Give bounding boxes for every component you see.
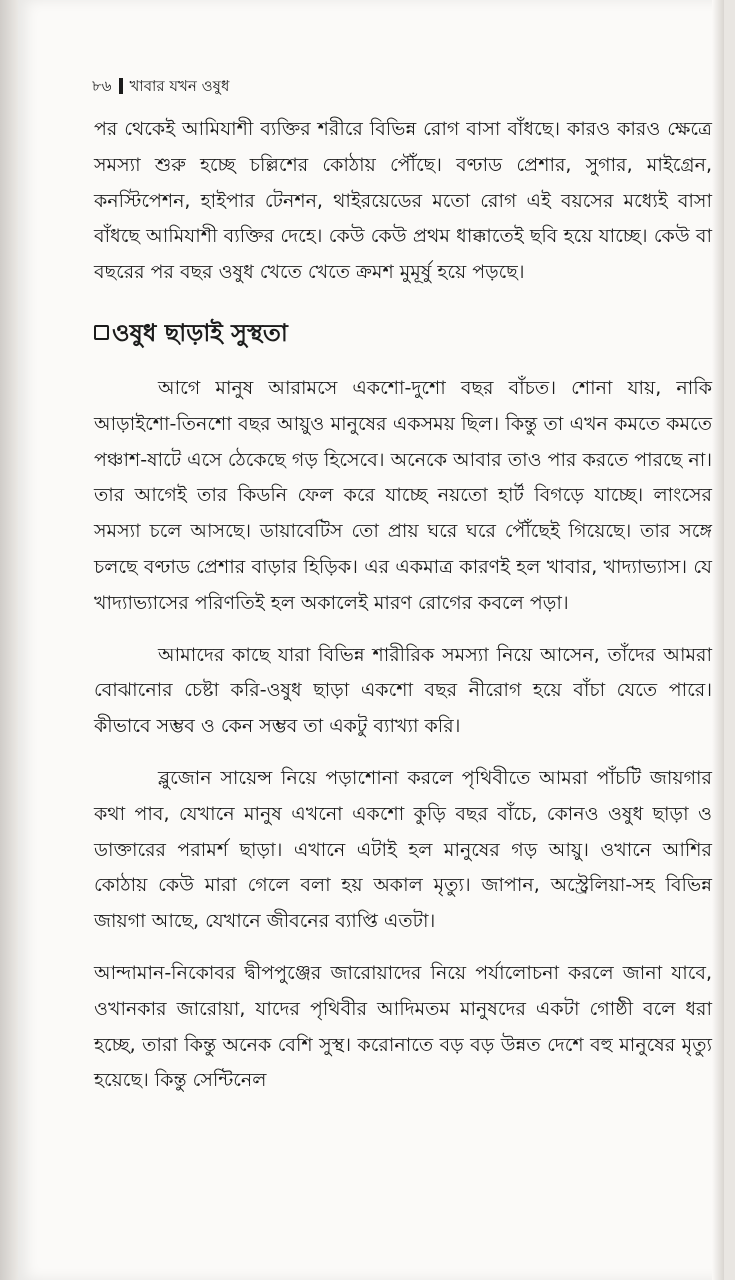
paragraph-continued: পর থেকেই আমিযাশী ব্যক্তির শরীরে বিভিন্ন রোগ বাসা বাঁধছে। কারও কারও ক্ষেত্রে সমস্যা শুরু হচ্ছে চল্লিশের কোঠায় পৌঁছে। বণ্ঢাড প্রেশার, সুগার, মাইগ্রেন, কনস্টিপেশন, হাইপার টেনশন, থাইরয়েডের মতো রোগ এই বয়সের মধ্যেই বাসা বাঁধছে আমিযাশী ব্যক্তির দেহে। কেউ কেউ প্রথম ধাক্কাতেই ছবি হয়ে যাচ্ছে। কেউ বা বছরের পর বছর ওষুধ খেতে খেতে ক্রমশ মুমূর্ষু হয়ে পড়ছে। [94, 118, 712, 284]
paragraph: আগে মানুষ আরামসে একশো-দুশো বছর বাঁচত। শোনা যায়, নাকি আড়াইশো-তিনশো বছর আয়ুও মানুষের একসময় ছিল। কিন্তু তা এখন কমতে কমতে পঞ্চাশ-ষাটে এসে ঠেকেছে গড় হিসেবে। অনেকে আবার তাও পার করতে পারছে না। তার আগেই তার কিডনি ফেল করে যাচ্ছে নয়তো হার্ট বিগড়ে যাচ্ছে। লাংসের সমস্যা চলে আসছে। ডায়াবেটিস তো প্রায় ঘরে ঘরে পৌঁছেই গিয়েছে। তার সঙ্গে চলছে বণ্ঢাড প্রেশার বাড়ার হিড়িক। এর একমাত্র কারণই হল খাবার, খাদ্যাভ্যাস। যে খাদ্যাভ্যাসের পরিণতিই হল অকালেই মারণ রোগের কবলে পড়া। [94, 376, 712, 614]
section-heading-text: ওষুধ ছাড়াই সুস্থতা [112, 318, 288, 347]
page-edge [712, 0, 724, 1280]
page-number: ৮৬ [92, 77, 112, 95]
header-separator [119, 78, 123, 94]
paragraph: আমাদের কাছে যারা বিভিন্ন শারীরিক সমস্যা নিয়ে আসেন, তাঁদের আমরা বোঝানোর চেষ্টা করি-ওষুধ ছাড়া একশো বছর নীরোগ হয়ে বাঁচা যেতে পারে। কীভাবে সম্ভব ও কেন সম্ভব তা একটু ব্যাখ্যা করি। [94, 643, 712, 738]
book-page [18, 0, 724, 1280]
book-binding [0, 0, 18, 1280]
paragraph: ব্লুজোন সায়েন্স নিয়ে পড়াশোনা করলে পৃথিবীতে আমরা পাঁচটি জায়গার কথা পাব, যেখানে মানুষ এখনো একশো কুড়ি বছর বাঁচে, কোনও ওষুধ ছাড়া ও ডাক্তারের পরামর্শ ছাড়া। এখানে এটাই হল মানুষের গড় আয়ু। ওখানে আশির কোঠায় কেউ মারা গেলে বলা হয় অকাল মৃত্যু। জাপান, অস্ট্রেলিয়া-সহ বিভিন্ন জায়গা আছে, যেখানে জীবনের ব্যাপ্তি এতটা। [94, 766, 712, 933]
page-body [94, 112, 712, 1099]
running-header [92, 76, 229, 96]
section-heading [94, 317, 712, 349]
book-title: খাবার যখন ওষুধ [129, 77, 230, 95]
checkbox-bullet-icon [94, 325, 109, 340]
paragraph: আন্দামান-নিকোবর দ্বীপপুঞ্জের জারোয়াদের নিয়ে পর্যালোচনা করলে জানা যাবে, ওখানকার জারোয়া, যাদের পৃথিবীর আদিমতম মানুষদের একটা গোষ্ঠী বলে ধরা হচ্ছে, তারা কিন্তু অনেক বেশি সুস্থ। করোনাতে বড় বড় উন্নত দেশে বহু মানুষের মৃত্যু হয়েছে। কিন্তু সেন্টিনেল [94, 961, 712, 1092]
